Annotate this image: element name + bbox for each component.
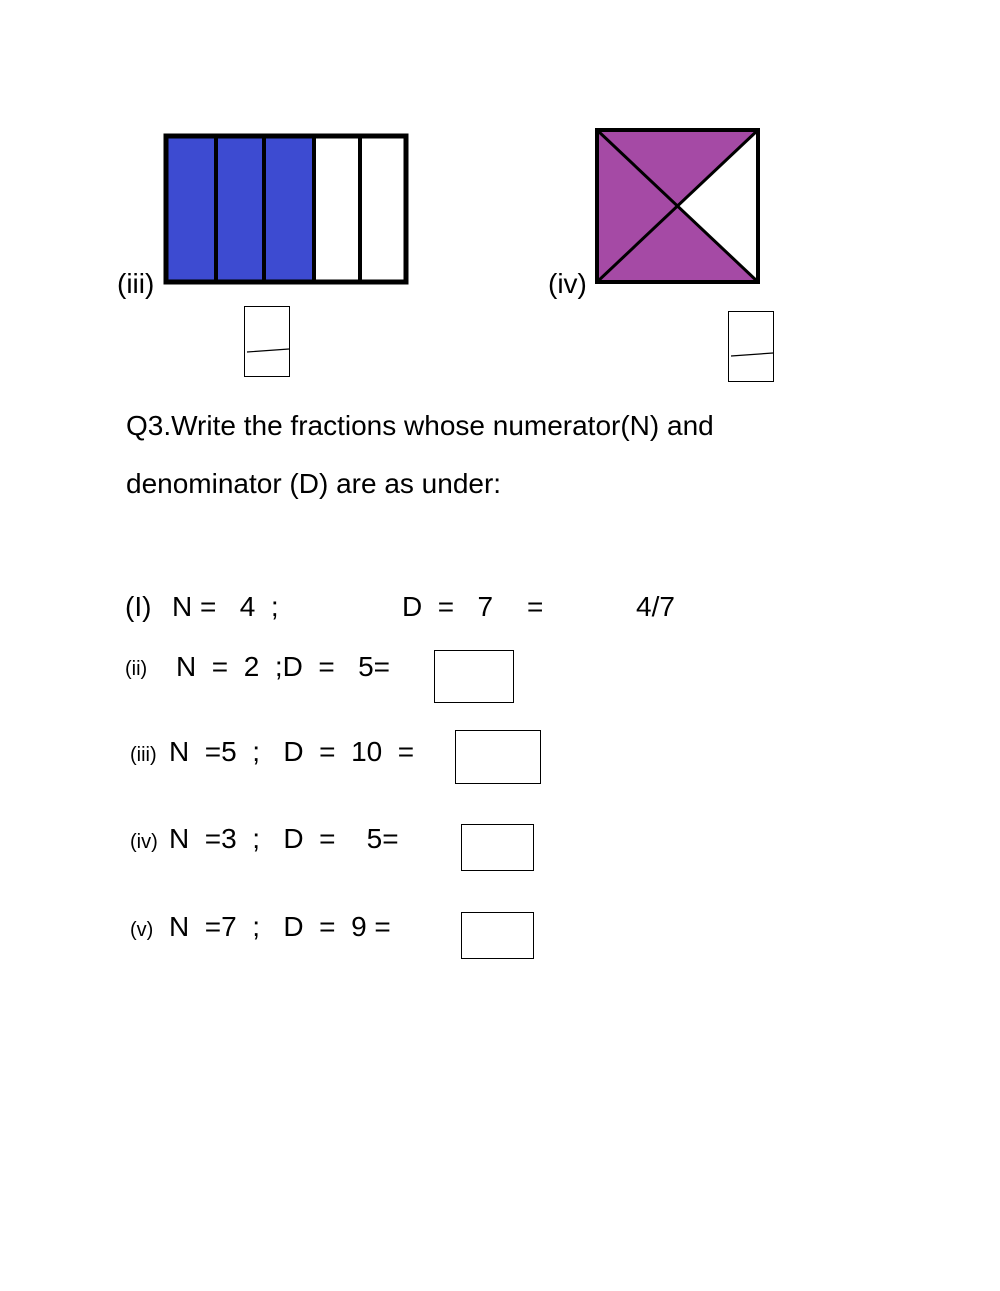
question-line-2: denominator (D) are as under: (126, 468, 502, 499)
example-label: (I) (125, 591, 152, 622)
example-equals: = (527, 591, 544, 622)
item-label-iv: (iv) (130, 831, 158, 853)
question-line-1: Q3.Write the fractions whose numerator(N) and (126, 410, 714, 441)
answer-box-v[interactable] (461, 912, 534, 959)
answer-box-iii[interactable] (455, 730, 541, 784)
fraction-answer-box-iv[interactable] (728, 311, 774, 382)
item-label-v: (v) (130, 919, 154, 941)
example-answer: 4/7 (636, 591, 675, 622)
item-text-iii: N =5 ; D = 10 = (169, 736, 415, 767)
item-label-ii: (ii) (125, 658, 148, 680)
fraction-strips-figure (160, 130, 412, 286)
figure-label-iv: (iv) (548, 268, 587, 299)
fraction-triangles-figure (592, 125, 764, 287)
example-denominator: D = 7 (402, 591, 494, 622)
figure-label-iii: (iii) (117, 268, 155, 299)
example-numerator: N = 4 ; (172, 591, 279, 622)
item-label-iii: (iii) (130, 744, 157, 766)
fraction-answer-box-iii[interactable] (244, 306, 290, 377)
item-text-ii: N = 2 ;D = 5= (176, 651, 390, 682)
item-text-v: N =7 ; D = 9 = (169, 911, 391, 942)
item-text-iv: N =3 ; D = 5= (169, 823, 399, 854)
answer-box-ii[interactable] (434, 650, 514, 703)
answer-box-iv[interactable] (461, 824, 534, 871)
